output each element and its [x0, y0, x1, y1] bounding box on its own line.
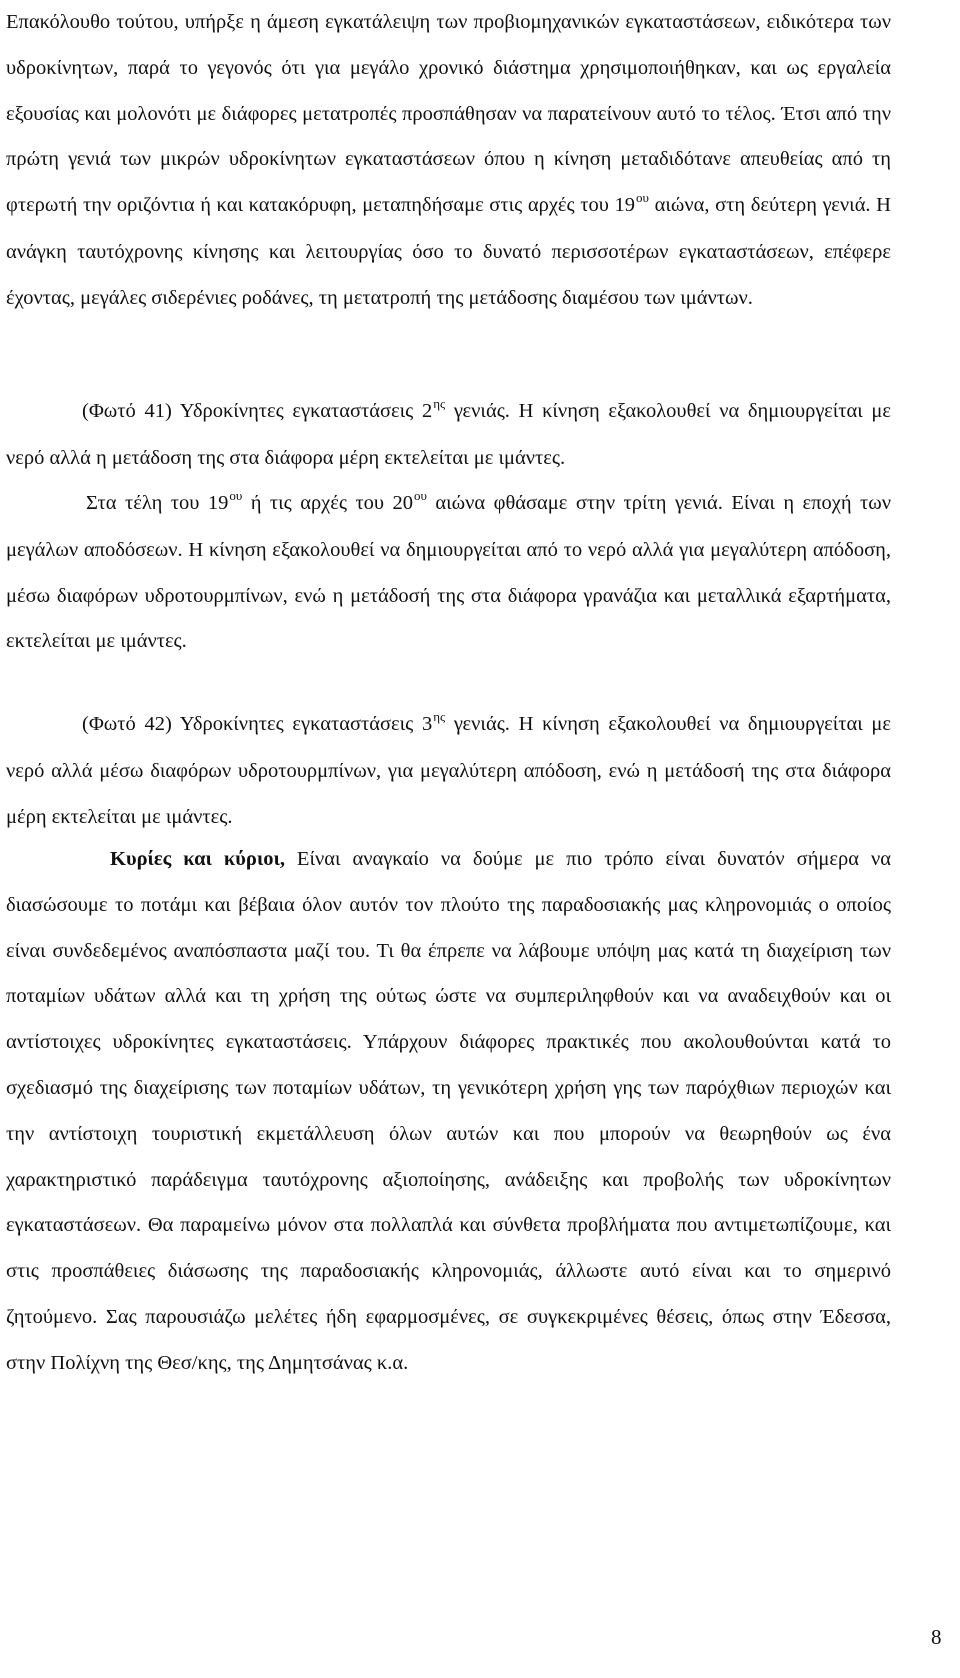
paragraph-third-generation — [6, 481, 891, 665]
paragraph-intro-text: Επακόλουθο τούτου, υπήρξε η άμεση εγκατάλειψη των προβιομηχανικών εγκαταστάσεων, ειδικότερα των υδροκίνητων, παρά το γεγονός ότι για μεγάλο χρονικό διάστημα χρησιμοποιήθηκαν, και ως εργαλεία εξουσίας και μολονότι με διάφορες μετατροπές προσπάθησαν να παρατείνουν αυτό το τέλος. Έτσι από την πρώτη γενιά των μικρών υδροκίνητων εγκαταστάσεων όπου η κίνηση μεταδιδότανε απευθείας από τη φτερωτή την οριζόντια ή και κατακόρυφη, μεταπηδήσαμε στις αρχές του 19 — [6, 11, 891, 217]
photo-42-caption-text-continued: γενιάς. Η κίνηση εξακολουθεί να δημιουργείται με νερό αλλά μέσω διαφόρων υδροτουρμπίνων, για μεγαλύτερη απόδοση, ενώ η μετάδοσή της στα διάφορα μέρη εκτελείται με ιμάντες. — [6, 713, 891, 828]
paragraph-intro — [6, 0, 891, 322]
salutation: Κυρίες και κύριοι, — [110, 848, 285, 870]
photo-41-caption-text: (Φωτό 41) Υδροκίνητες εγκαταστάσεις 2 — [82, 400, 433, 422]
third-generation-text-continued: αιώνα φθάσαμε στην τρίτη γενιά. Είναι η εποχή των μεγάλων αποδόσεων. Η κίνηση εξακολουθεί να δημιουργείται από το νερό αλλά για μεγαλύτερη απόδοση, μέσω διαφόρων υδροτουρμπίνων, ενώ η μετάδοσή της στα διάφορα γρανάζια και μεταλλικά εξαρτήματα, εκτελείται με ιμάντες. — [6, 492, 891, 653]
third-generation-text: Στα τέλη του 19 — [86, 492, 229, 514]
document-page — [6, 0, 891, 1678]
superscript-ordinal: ου — [414, 488, 427, 503]
paragraph-photo-42-caption — [6, 702, 891, 840]
paragraph-photo-41-caption — [6, 389, 891, 482]
photo-41-caption-text-continued: γενιάς. Η κίνηση εξακολουθεί να δημιουργείται με νερό αλλά η μετάδοση της στα διάφορα μέρη εκτελείται με ιμάντες. — [6, 400, 891, 469]
paragraph-address-text: Είναι αναγκαίο να δούμε με πιο τρόπο είναι δυνατόν σήμερα να διασώσουμε το ποτάμι και βέβαια όλον αυτόν τον πλούτο της παραδοσιακής μας κληρονομιάς ο οποίος είναι συνδεδεμένος αναπόσπαστα μαζί του. Τι θα έπρεπε να λάβουμε υπόψη μας κατά τη διαχείριση των ποταμίων υδάτων αλλά και τη χρήση της ούτως ώστε να συμπεριληφθούν και να αναδειχθούν και οι αντίστοιχες υδροκίνητες εγκαταστάσεις. Υπάρχουν διάφορες πρακτικές που ακολουθούνται κατά το σχεδιασμό της διαχείρισης των ποταμίων υδάτων, τη γενικότερη χρήση γης των παρόχθιων περιοχών και την αντίστοιχη τουριστική εκμετάλλευση όλων αυτών και που μπορούν να θεωρηθούν ως ένα χαρακτηριστικό παράδειγμα ταυτόχρονης αξιοποίησης, ανάδειξης και προβολής των υδροκίνητων εγκαταστάσεων. Θα παραμείνω μόνον στα πολλαπλά και σύνθετα προβλήματα που αντιμετωπίζουμε, και στις προσπάθειες διάσωσης της παραδοσιακής κληρονομιάς, άλλωστε αυτό είναι και το σημερινό ζητούμενο. Σας παρουσιάζω μελέτες ήδη εφαρμοσμένες, σε συγκεκριμένες θέσεις, όπως στην Έδεσσα, στην Πολίχνη της Θεσ/κης, της Δημητσάνας κ.α. — [6, 848, 891, 1374]
paragraph-address — [6, 837, 891, 1387]
photo-42-caption-text: (Φωτό 42) Υδροκίνητες εγκαταστάσεις 3 — [82, 713, 433, 735]
third-generation-text-mid: ή τις αρχές του 20 — [242, 492, 414, 514]
superscript-ordinal: ης — [433, 396, 446, 411]
superscript-ordinal: ου — [229, 488, 243, 503]
paragraph-intro-text-continued: αιώνα, στη δεύτερη γενιά. Η ανάγκη ταυτόχρονης κίνησης και λειτουργίας όσο το δυνατό περισσοτέρων εγκαταστάσεων, επέφερε έχοντας, μεγάλες σιδερένιες ροδάνες, τη μετατροπή της μετάδοσης διαμέσου των ιμάντων. — [6, 194, 891, 309]
superscript-ordinal: ου — [636, 190, 649, 206]
superscript-ordinal: ης — [433, 709, 446, 724]
page-number: 8 — [931, 1625, 942, 1649]
